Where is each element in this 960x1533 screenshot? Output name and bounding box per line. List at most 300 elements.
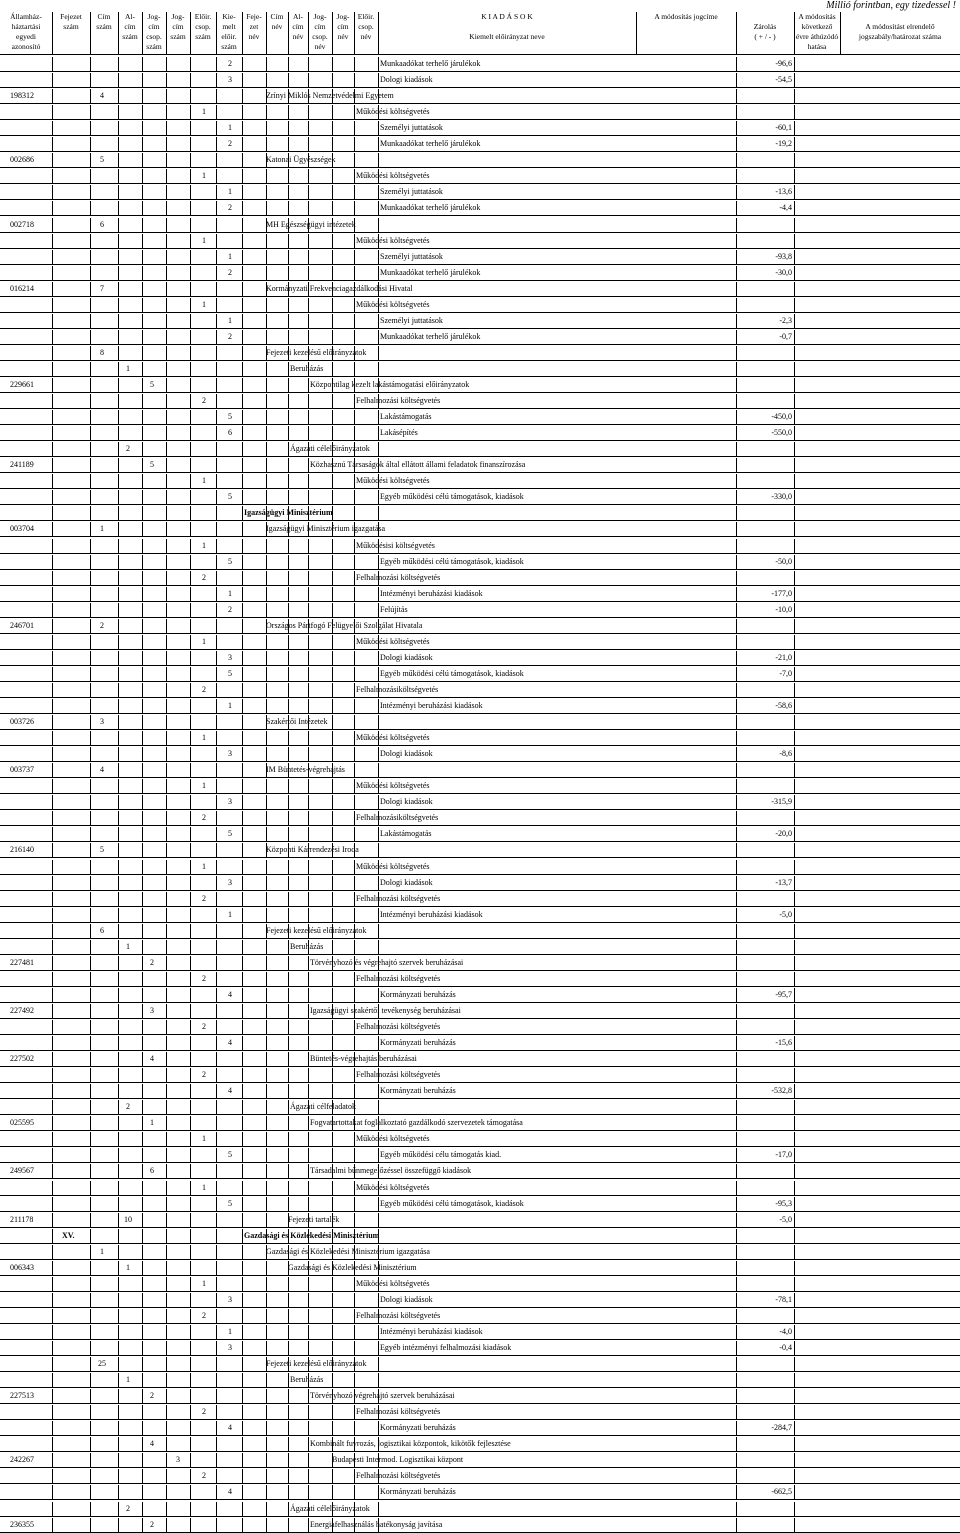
row-column-divider [266, 555, 267, 569]
row-cell: 5 [228, 668, 232, 678]
row-column-divider [118, 1502, 119, 1516]
row-column-divider [332, 378, 333, 392]
row-column-divider [308, 298, 309, 312]
row-cell: 6 [100, 925, 104, 935]
table-row [0, 298, 960, 313]
row-column-divider [242, 121, 243, 135]
row-column-divider [90, 57, 91, 71]
row-column-divider [216, 442, 217, 456]
row-column-divider [736, 1405, 737, 1419]
row-column-divider [354, 105, 355, 119]
table-row [0, 619, 960, 634]
row-column-divider [90, 362, 91, 376]
row-column-divider [90, 539, 91, 553]
row-column-divider [52, 908, 53, 922]
row-column-divider [266, 892, 267, 906]
row-column-divider [52, 603, 53, 617]
row-cell: 2 [202, 1070, 206, 1080]
row-column-divider [736, 1357, 737, 1371]
row-column-divider [288, 571, 289, 585]
row-cell: 2 [202, 1471, 206, 1481]
row-column-divider [266, 763, 267, 777]
row-column-divider [142, 1373, 143, 1387]
row-column-divider [216, 1373, 217, 1387]
row-column-divider [736, 1197, 737, 1211]
row-column-divider [308, 1213, 309, 1227]
row-column-divider [736, 410, 737, 424]
row-column-divider [378, 282, 379, 296]
row-column-divider [332, 1004, 333, 1018]
row-column-divider [288, 843, 289, 857]
row-column-divider [90, 137, 91, 151]
row-column-divider [142, 1052, 143, 1066]
row-column-divider [242, 1309, 243, 1323]
row-column-divider [332, 667, 333, 681]
row-column-divider [142, 571, 143, 585]
row-column-divider [308, 1421, 309, 1435]
row-column-divider [332, 218, 333, 232]
row-cell: Személyi juttatások [380, 123, 443, 133]
row-column-divider [794, 1389, 795, 1403]
row-column-divider [288, 346, 289, 360]
row-column-divider [216, 683, 217, 697]
row-column-divider [118, 811, 119, 825]
row-column-divider [308, 860, 309, 874]
row-column-divider [118, 1068, 119, 1082]
row-column-divider [216, 667, 217, 681]
row-column-divider [266, 330, 267, 344]
table-row [0, 378, 960, 393]
row-cell: Kormányzati Frekvenciagazdálkodási Hivatal [266, 283, 413, 293]
row-column-divider [794, 924, 795, 938]
row-cell: 002686 [10, 155, 34, 165]
row-column-divider [308, 137, 309, 151]
row-column-divider [216, 105, 217, 119]
header-cell: K I A D Á S O K Kiemelt előirányzat neve [469, 12, 545, 41]
row-column-divider [166, 362, 167, 376]
row-column-divider [794, 1052, 795, 1066]
row-column-divider [794, 1245, 795, 1259]
row-column-divider [794, 811, 795, 825]
row-column-divider [288, 282, 289, 296]
row-column-divider [308, 1309, 309, 1323]
row-cell: 1 [202, 1134, 206, 1144]
row-column-divider [332, 1213, 333, 1227]
row-column-divider [90, 474, 91, 488]
row-column-divider [52, 1485, 53, 1499]
row-column-divider [794, 1485, 795, 1499]
row-column-divider [242, 234, 243, 248]
row-column-divider [90, 1116, 91, 1130]
row-column-divider [242, 940, 243, 954]
row-column-divider [216, 1437, 217, 1451]
row-column-divider [308, 1437, 309, 1451]
row-cell: 3 [100, 717, 104, 727]
table-row [0, 1261, 960, 1276]
row-column-divider [354, 1341, 355, 1355]
row-cell: Lakásépítés [380, 428, 418, 438]
row-column-divider [52, 1229, 53, 1243]
row-column-divider [118, 1261, 119, 1275]
row-column-divider [266, 827, 267, 841]
row-cell: Egyéb működési célú támogatások, kiadások [380, 492, 524, 502]
row-column-divider [142, 1229, 143, 1243]
row-column-divider [52, 298, 53, 312]
row-column-divider [242, 458, 243, 472]
table-row [0, 1100, 960, 1115]
row-column-divider [90, 811, 91, 825]
row-column-divider [166, 667, 167, 681]
row-column-divider [118, 458, 119, 472]
row-column-divider [118, 651, 119, 665]
table-row [0, 843, 960, 858]
row-cell: Egyéb működési célú támogatások, kiadások [380, 668, 524, 678]
row-column-divider [266, 1309, 267, 1323]
row-column-divider [332, 153, 333, 167]
row-column-divider [216, 1164, 217, 1178]
row-cell: 016214 [10, 283, 34, 293]
row-cell: 1 [126, 1262, 130, 1272]
row-column-divider [794, 73, 795, 87]
row-column-divider [216, 1020, 217, 1034]
row-column-divider [736, 522, 737, 536]
row-column-divider [794, 940, 795, 954]
row-column-divider [308, 442, 309, 456]
row-column-divider [378, 1357, 379, 1371]
row-column-divider [242, 362, 243, 376]
row-column-divider [794, 795, 795, 809]
row-column-divider [166, 314, 167, 328]
row-column-divider [90, 843, 91, 857]
row-column-divider [90, 699, 91, 713]
row-column-divider [216, 362, 217, 376]
row-column-divider [166, 1164, 167, 1178]
row-column-divider [190, 1036, 191, 1050]
row-column-divider [190, 121, 191, 135]
row-column-divider [794, 522, 795, 536]
row-column-divider [794, 827, 795, 841]
row-column-divider [332, 266, 333, 280]
row-column-divider [52, 458, 53, 472]
row-column-divider [288, 1004, 289, 1018]
row-column-divider [216, 426, 217, 440]
row-column-divider [90, 940, 91, 954]
row-column-divider [52, 715, 53, 729]
row-column-divider [118, 89, 119, 103]
row-column-divider [166, 298, 167, 312]
row-column-divider [52, 234, 53, 248]
row-column-divider [378, 1213, 379, 1227]
row-column-divider [118, 587, 119, 601]
row-column-divider [216, 137, 217, 151]
row-column-divider [378, 667, 379, 681]
row-column-divider [332, 635, 333, 649]
row-cell: 3 [228, 749, 232, 759]
row-column-divider [736, 876, 737, 890]
table-row [0, 699, 960, 714]
row-column-divider [288, 218, 289, 232]
row-column-divider [332, 250, 333, 264]
row-cell: 3 [228, 1294, 232, 1304]
table-row [0, 1277, 960, 1292]
row-column-divider [52, 683, 53, 697]
row-column-divider [736, 699, 737, 713]
row-column-divider [308, 1100, 309, 1114]
row-column-divider [288, 362, 289, 376]
row-column-divider [354, 763, 355, 777]
row-column-divider [142, 860, 143, 874]
row-column-divider [166, 394, 167, 408]
row-column-divider [52, 956, 53, 970]
row-column-divider [166, 490, 167, 504]
row-column-divider [288, 1341, 289, 1355]
row-column-divider [242, 1502, 243, 1516]
row-column-divider [242, 1229, 243, 1243]
table-row [0, 1518, 960, 1533]
row-column-divider [142, 1164, 143, 1178]
row-column-divider [308, 747, 309, 761]
row-column-divider [794, 218, 795, 232]
row-column-divider [736, 490, 737, 504]
row-column-divider [118, 426, 119, 440]
row-cell: 3 [228, 877, 232, 887]
row-column-divider [118, 121, 119, 135]
row-column-divider [90, 972, 91, 986]
row-column-divider [288, 330, 289, 344]
row-column-divider [52, 1437, 53, 1451]
row-column-divider [166, 555, 167, 569]
row-column-divider [242, 603, 243, 617]
row-column-divider [308, 57, 309, 71]
table-row [0, 908, 960, 923]
row-column-divider [242, 683, 243, 697]
row-column-divider [736, 603, 737, 617]
row-column-divider [190, 282, 191, 296]
row-column-divider [308, 153, 309, 167]
row-column-divider [216, 1341, 217, 1355]
row-column-divider [354, 1100, 355, 1114]
row-column-divider [190, 972, 191, 986]
row-column-divider [378, 908, 379, 922]
row-column-divider [142, 924, 143, 938]
row-column-divider [90, 1421, 91, 1435]
amount-cell: -4,4 [779, 203, 792, 213]
row-column-divider [378, 763, 379, 777]
row-cell: 1 [100, 1246, 104, 1256]
row-column-divider [354, 250, 355, 264]
row-column-divider [266, 1052, 267, 1066]
amount-cell: -58,6 [775, 701, 792, 710]
row-column-divider [142, 362, 143, 376]
row-column-divider [118, 1389, 119, 1403]
row-column-divider [288, 876, 289, 890]
row-column-divider [266, 956, 267, 970]
row-column-divider [90, 876, 91, 890]
row-column-divider [794, 169, 795, 183]
row-column-divider [332, 860, 333, 874]
row-column-divider [190, 763, 191, 777]
row-cell: Igazságügyi Minisztérium igazgatása [266, 524, 386, 534]
row-column-divider [288, 394, 289, 408]
table-row [0, 490, 960, 505]
row-column-divider [216, 1100, 217, 1114]
row-cell: Felhalmozási költségvetés [356, 893, 441, 903]
row-column-divider [288, 940, 289, 954]
row-column-divider [242, 1116, 243, 1130]
row-column-divider [266, 1261, 267, 1275]
row-column-divider [736, 1132, 737, 1146]
row-column-divider [118, 234, 119, 248]
row-column-divider [266, 201, 267, 215]
row-cell: Felújítás [380, 604, 408, 614]
row-column-divider [794, 1421, 795, 1435]
row-column-divider [736, 1052, 737, 1066]
row-column-divider [266, 988, 267, 1002]
row-column-divider [142, 89, 143, 103]
row-cell: Munkaadókat terhelő járulékok [380, 59, 481, 68]
row-column-divider [288, 651, 289, 665]
row-column-divider [216, 1309, 217, 1323]
row-cell: 1 [202, 107, 206, 117]
row-column-divider [118, 1485, 119, 1499]
row-column-divider [354, 1052, 355, 1066]
row-column-divider [308, 1036, 309, 1050]
row-column-divider [288, 555, 289, 569]
row-column-divider [52, 988, 53, 1002]
row-cell: 7 [100, 283, 104, 293]
row-column-divider [142, 426, 143, 440]
row-column-divider [142, 121, 143, 135]
row-column-divider [308, 490, 309, 504]
row-column-divider [736, 619, 737, 633]
row-column-divider [166, 827, 167, 841]
row-column-divider [118, 956, 119, 970]
row-column-divider [308, 779, 309, 793]
row-column-divider [142, 442, 143, 456]
row-column-divider [118, 795, 119, 809]
row-column-divider [308, 1469, 309, 1483]
row-column-divider [378, 1325, 379, 1339]
row-column-divider [794, 378, 795, 392]
row-column-divider [52, 89, 53, 103]
row-column-divider [190, 1341, 191, 1355]
table-row [0, 571, 960, 586]
row-column-divider [332, 73, 333, 87]
row-column-divider [378, 105, 379, 119]
row-column-divider [354, 57, 355, 71]
row-column-divider [142, 1148, 143, 1162]
row-cell: 4 [150, 1439, 154, 1449]
row-column-divider [90, 1261, 91, 1275]
row-column-divider [736, 346, 737, 360]
row-cell: Ágazati célelőirányzatok [290, 1503, 370, 1513]
row-column-divider [266, 1453, 267, 1467]
row-column-divider [118, 683, 119, 697]
row-column-divider [308, 956, 309, 970]
row-column-divider [242, 1341, 243, 1355]
row-column-divider [142, 1421, 143, 1435]
row-column-divider [118, 137, 119, 151]
row-column-divider [266, 218, 267, 232]
row-column-divider [288, 1421, 289, 1435]
table-row [0, 876, 960, 891]
row-column-divider [332, 490, 333, 504]
amount-cell: -15,6 [775, 1038, 792, 1048]
row-column-divider [736, 250, 737, 264]
row-cell: 1 [202, 1182, 206, 1192]
row-column-divider [332, 1100, 333, 1114]
row-column-divider [242, 988, 243, 1002]
row-cell: 1 [228, 588, 232, 598]
row-column-divider [354, 1502, 355, 1516]
row-column-divider [190, 571, 191, 585]
row-column-divider [142, 185, 143, 199]
row-column-divider [118, 924, 119, 938]
row-column-divider [378, 1502, 379, 1516]
row-column-divider [288, 410, 289, 424]
row-column-divider [354, 1229, 355, 1243]
row-column-divider [794, 1084, 795, 1098]
row-column-divider [52, 137, 53, 151]
row-column-divider [736, 378, 737, 392]
row-column-divider [266, 603, 267, 617]
row-column-divider [266, 169, 267, 183]
row-column-divider [794, 747, 795, 761]
row-column-divider [288, 1405, 289, 1419]
row-column-divider [354, 587, 355, 601]
row-column-divider [378, 811, 379, 825]
row-column-divider [378, 940, 379, 954]
row-column-divider [378, 1469, 379, 1483]
row-column-divider [266, 683, 267, 697]
row-column-divider [190, 1277, 191, 1291]
table-row [0, 715, 960, 730]
row-column-divider [90, 715, 91, 729]
row-column-divider [794, 314, 795, 328]
row-column-divider [266, 1293, 267, 1307]
row-column-divider [142, 1277, 143, 1291]
row-cell: Felhalmozási költségvetés [356, 1471, 441, 1481]
row-column-divider [52, 506, 53, 520]
row-column-divider [90, 490, 91, 504]
row-column-divider [190, 1293, 191, 1307]
row-column-divider [118, 972, 119, 986]
row-column-divider [794, 250, 795, 264]
row-column-divider [288, 924, 289, 938]
row-column-divider [118, 635, 119, 649]
row-column-divider [288, 1518, 289, 1532]
table-row [0, 587, 960, 602]
row-column-divider [166, 185, 167, 199]
row-column-divider [378, 57, 379, 71]
row-column-divider [794, 1181, 795, 1195]
row-column-divider [242, 1261, 243, 1275]
row-column-divider [266, 651, 267, 665]
row-column-divider [736, 1116, 737, 1130]
row-column-divider [378, 1132, 379, 1146]
row-column-divider [216, 1502, 217, 1516]
row-column-divider [736, 908, 737, 922]
row-column-divider [242, 1389, 243, 1403]
row-column-divider [266, 490, 267, 504]
row-column-divider [332, 1502, 333, 1516]
row-column-divider [52, 1052, 53, 1066]
amount-cell: -2,3 [779, 315, 792, 325]
row-cell: Kormányzati beruházás [380, 989, 456, 999]
row-column-divider [794, 474, 795, 488]
row-column-divider [242, 314, 243, 328]
row-column-divider [190, 1148, 191, 1162]
